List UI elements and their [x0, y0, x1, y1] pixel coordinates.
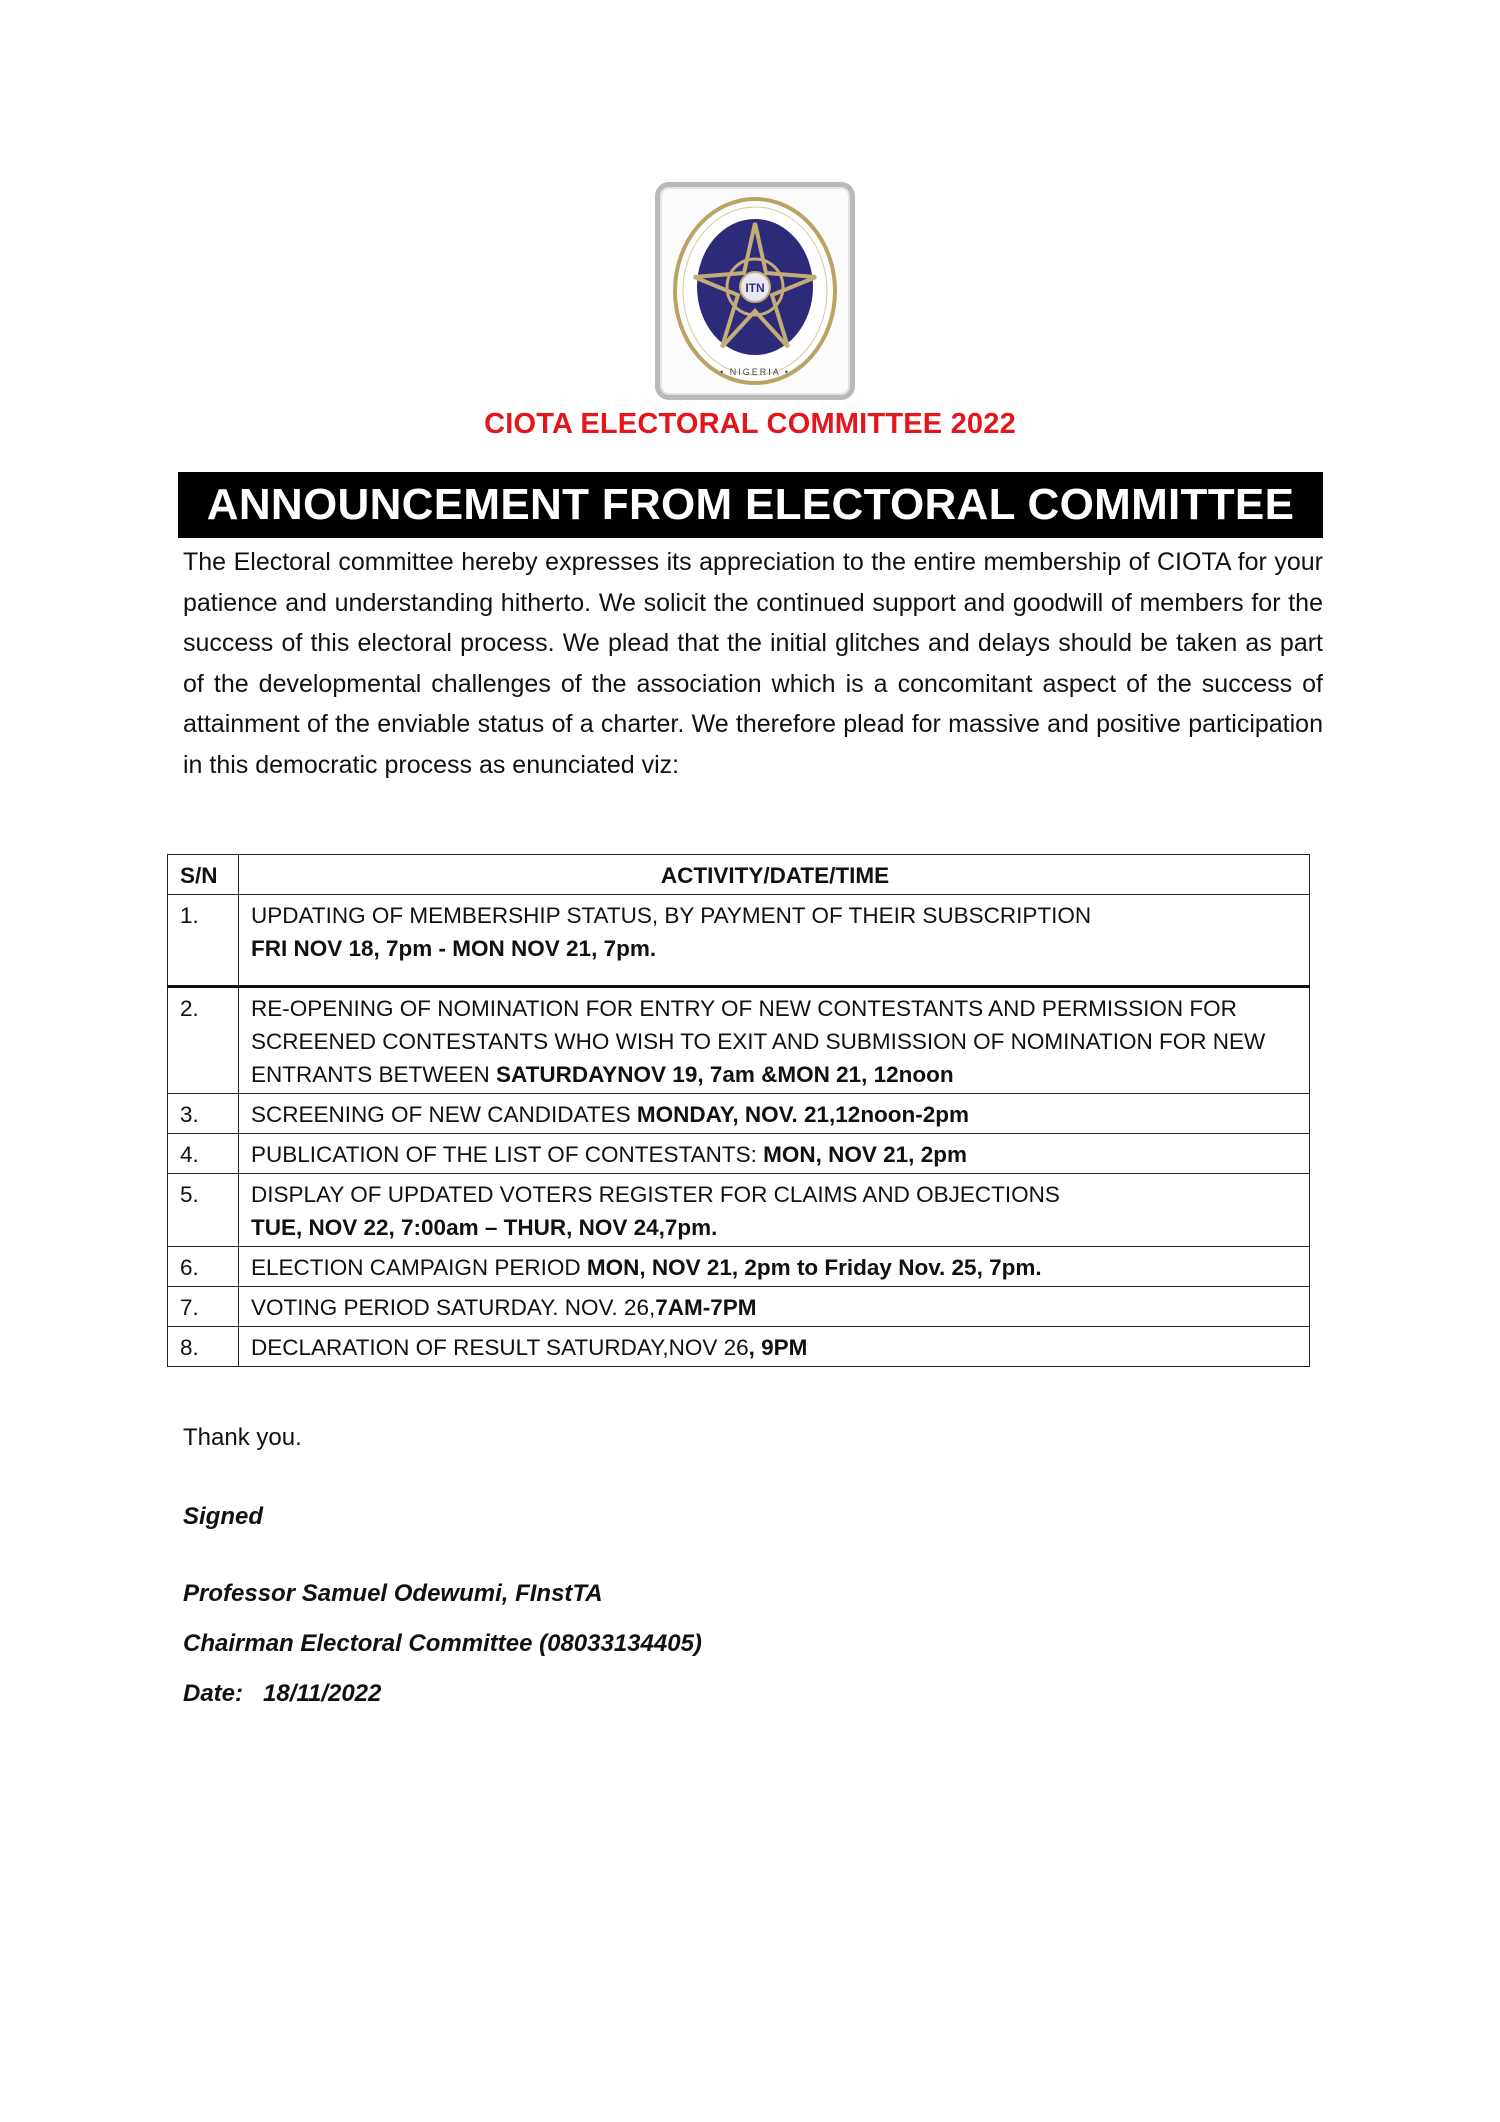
announcement-banner: ANNOUNCEMENT FROM ELECTORAL COMMITTEE — [178, 472, 1323, 538]
activity-text: DECLARATION OF RESULT SATURDAY,NOV 26 — [251, 1335, 749, 1360]
activity-text: ELECTION CAMPAIGN PERIOD — [251, 1255, 587, 1280]
row-activity — [239, 895, 1310, 987]
table-row — [168, 895, 1310, 987]
activity-text: DISPLAY OF UPDATED VOTERS REGISTER FOR CLAIMS AND OBJECTIONS — [251, 1182, 1060, 1207]
activity-time: , 9PM — [748, 1335, 808, 1360]
activity-time: MON, NOV 21, 2pm to Friday Nov. 25, 7pm. — [586, 1255, 1042, 1280]
signatory-name: Professor Samuel Odewumi, FInstTA — [183, 1580, 603, 1607]
organization-logo — [655, 182, 855, 400]
schedule-table — [167, 854, 1310, 1367]
activity-time: MON, NOV 21, 2pm — [763, 1142, 967, 1167]
seal-icon — [660, 187, 850, 395]
column-header-activity: ACTIVITY/DATE/TIME — [239, 855, 1310, 895]
table-header-row — [168, 855, 1310, 895]
row-activity — [239, 1134, 1310, 1174]
row-number: 6. — [168, 1247, 239, 1287]
committee-title: CIOTA ELECTORAL COMMITTEE 2022 — [484, 408, 1016, 440]
table-row — [168, 1094, 1310, 1134]
thank-you-text: Thank you. — [183, 1424, 302, 1451]
row-number: 3. — [168, 1094, 239, 1134]
activity-time: TUE, NOV 22, 7:00am – THUR, NOV 24,7pm. — [251, 1215, 718, 1240]
table-row — [168, 1247, 1310, 1287]
row-activity — [239, 1094, 1310, 1134]
activity-text: RE-OPENING OF NOMINATION FOR ENTRY OF NEW CONTESTANTS AND PERMISSION FOR SCREENED CONTESTANTS WHO WISH TO EXIT AND SUBMISSION OF NOMINATION FOR NEW ENTRANTS BETWEEN — [251, 996, 1266, 1087]
table-row — [168, 1327, 1310, 1367]
row-number: 7. — [168, 1287, 239, 1327]
row-number: 8. — [168, 1327, 239, 1367]
intro-paragraph: The Electoral committee hereby expresses its appreciation to the entire membership of CIOTA for your patience and understanding hitherto. We solicit the continued support and goodwill of members for the success of this electoral process. We plead that the initial glitches and delays should be taken as part of the developmental challenges of the association which is a concomitant aspect of the success of attainment of the enviable status of a charter. We therefore plead for massive and positive participation in this democratic process as enunciated viz: — [183, 548, 1323, 779]
row-number: 4. — [168, 1134, 239, 1174]
row-activity — [239, 1327, 1310, 1367]
activity-text: UPDATING OF MEMBERSHIP STATUS, BY PAYMENT OF THEIR SUBSCRIPTION — [251, 903, 1092, 928]
signed-label: Signed — [183, 1503, 264, 1530]
row-number: 2. — [168, 987, 239, 1094]
activity-time: SATURDAYNOV 19, 7am &MON 21, 12noon — [496, 1062, 954, 1087]
row-activity — [239, 1247, 1310, 1287]
signatory-role: Chairman Electoral Committee (08033134405) — [183, 1630, 702, 1657]
activity-time: MONDAY, NOV. 21,12noon-2pm — [636, 1102, 970, 1127]
signature-date — [183, 1680, 381, 1708]
table-row — [168, 1287, 1310, 1327]
activity-time: FRI NOV 18, 7pm - MON NOV 21, 7pm. — [251, 936, 657, 961]
table-row — [168, 987, 1310, 1094]
svg-text:ITN: ITN — [745, 281, 765, 295]
row-activity — [239, 1174, 1310, 1247]
svg-text:• NIGERIA •: • NIGERIA • — [720, 367, 790, 377]
activity-time: 7AM-7PM — [655, 1295, 757, 1320]
date-value: 18/11/2022 — [263, 1680, 382, 1707]
activity-text: VOTING PERIOD SATURDAY. NOV. 26, — [251, 1295, 656, 1320]
table-row — [168, 1134, 1310, 1174]
activity-text: SCREENING OF NEW CANDIDATES — [251, 1102, 637, 1127]
row-activity — [239, 1287, 1310, 1327]
table-row — [168, 1174, 1310, 1247]
activity-text: PUBLICATION OF THE LIST OF CONTESTANTS: — [251, 1142, 764, 1167]
row-number: 1. — [168, 895, 239, 987]
column-header-sn: S/N — [168, 855, 239, 895]
row-number: 5. — [168, 1174, 239, 1247]
row-activity — [239, 987, 1310, 1094]
date-label: Date: — [183, 1680, 244, 1707]
